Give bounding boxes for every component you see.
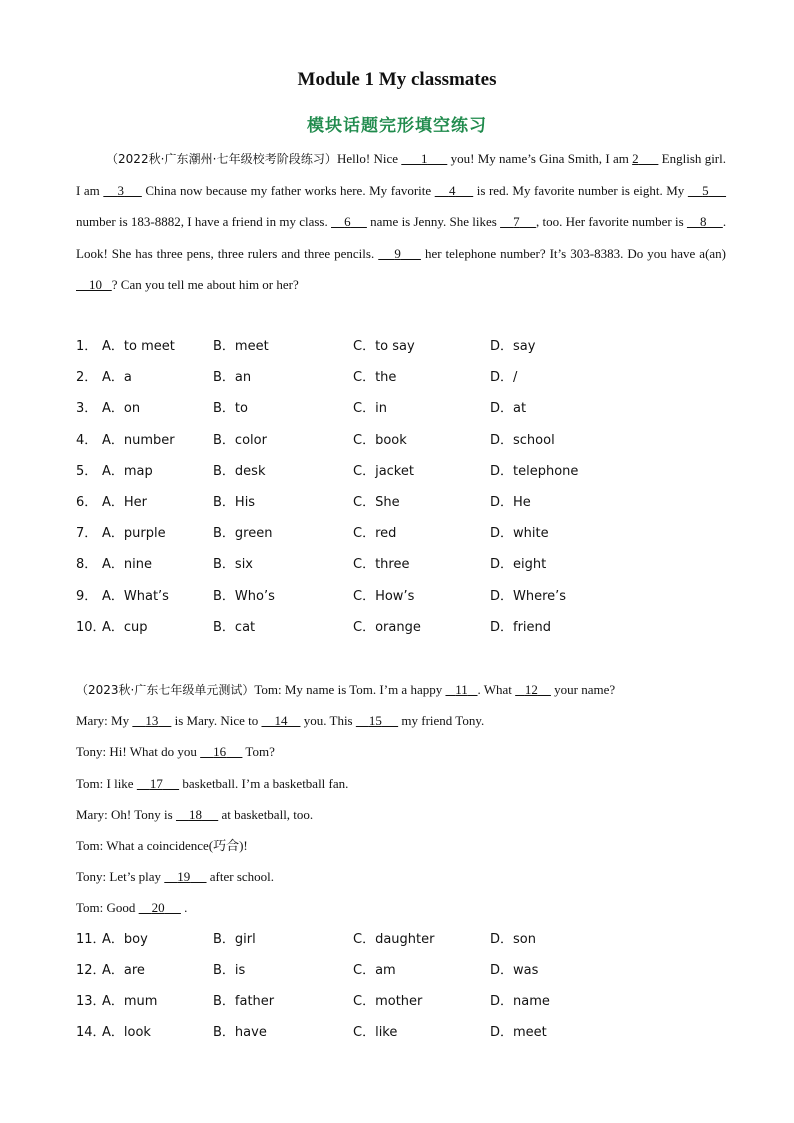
option-c: C．orange — [353, 620, 421, 635]
dialogue-line: Tony: Let’s play 19 after school. — [76, 869, 275, 885]
option-a: A．nine — [102, 557, 152, 572]
passage-1 — [76, 143, 726, 300]
question-row — [76, 393, 726, 424]
option-c: C．She — [353, 495, 400, 510]
option-a: A．mum — [102, 994, 158, 1009]
page-subtitle: 模块话题完形填空练习 — [307, 116, 487, 136]
blank-16: 16 — [213, 744, 227, 760]
option-b: B．have — [213, 1025, 267, 1040]
option-a: A．boy — [102, 932, 148, 947]
blank-18: 18 — [188, 806, 202, 822]
option-b: B．green — [213, 526, 273, 541]
option-b: B．His — [213, 495, 256, 510]
blank-19: 19 — [177, 869, 191, 885]
option-b: B．desk — [213, 464, 266, 479]
question-number: 8． — [76, 557, 98, 572]
option-a: A．look — [102, 1025, 151, 1040]
blank-6: 6 — [344, 214, 351, 230]
option-a: A．are — [102, 963, 145, 978]
option-c: C．How’s — [353, 589, 415, 604]
passage-text: is red. My favorite number is eight. My — [473, 183, 688, 199]
dialogue-line: Mary: My 13 is Mary. Nice to 14 you. This 15 my friend Tony. — [76, 713, 485, 729]
question-number: 14． — [76, 1025, 106, 1040]
question-row — [76, 518, 726, 549]
dialogue-line: Mary: Oh! Tony is 18 at basketball, too. — [76, 806, 314, 822]
blank-9: 9 — [394, 245, 401, 261]
option-d: D．son — [490, 932, 536, 947]
passage-2 — [76, 674, 726, 924]
blank-11: 11 — [455, 682, 468, 697]
option-c: C．daughter — [353, 932, 435, 947]
option-d: D．was — [490, 963, 539, 978]
option-c: C．jacket — [353, 464, 414, 479]
blank-5: 5 — [702, 183, 709, 199]
blank-3: 3 — [117, 183, 125, 199]
question-number: 7． — [76, 526, 98, 541]
option-a: A．to meet — [102, 339, 175, 354]
option-a: A．on — [102, 401, 141, 416]
option-a: A．number — [102, 433, 175, 448]
question-number: 13． — [76, 994, 106, 1009]
blank-13: 13 — [145, 713, 159, 729]
blank-15: 15 — [368, 713, 382, 729]
option-b: B．cat — [213, 620, 256, 635]
passage-2-source: （2023秋·广东七年级单元测试） — [76, 683, 255, 697]
option-c: C．mother — [353, 994, 423, 1009]
question-row — [76, 924, 726, 955]
blank-20: 20 — [151, 900, 165, 916]
blank-4: 4 — [448, 183, 456, 199]
option-d: D．white — [490, 526, 549, 541]
option-c: C．red — [353, 526, 397, 541]
dialogue-line: Tom: Good 20 . — [76, 900, 188, 916]
passage-text: . Look! She has three pens, three rulers and three pencils. — [76, 214, 727, 261]
option-d: D．telephone — [490, 464, 579, 479]
dialogue-line: Tony: Hi! What do you 16 Tom? — [76, 744, 275, 760]
question-number: 10． — [76, 620, 106, 635]
blank-1: 1 — [421, 151, 428, 166]
passage-text: you! My name’s Gina Smith, I am — [447, 151, 633, 166]
blank-7: 7 — [513, 214, 520, 230]
option-b: B．father — [213, 994, 275, 1009]
option-b: B．Who’s — [213, 589, 275, 604]
option-d: D．Where’s — [490, 589, 567, 604]
question-number: 1． — [76, 339, 98, 354]
option-a: A．cup — [102, 620, 148, 635]
blank-10: 10 — [89, 276, 102, 292]
option-c: C．the — [353, 370, 397, 385]
passage-text: name is Jenny. She likes — [366, 214, 501, 230]
question-row — [76, 456, 726, 487]
dialogue-line: Tom: I like 17 basketball. I’m a basketball fan. — [76, 775, 349, 791]
question-number: 2． — [76, 370, 98, 385]
question-row — [76, 487, 726, 518]
question-number: 11． — [76, 932, 106, 947]
question-number: 12． — [76, 963, 106, 978]
passage-text: ? Can you tell me about him or her? — [111, 276, 299, 292]
option-d: D．He — [490, 495, 531, 510]
blank-8: 8 — [700, 214, 707, 230]
passage-1-source: （2022秋·广东潮州·七年级校考阶段练习） — [106, 152, 337, 166]
option-c: C．book — [353, 433, 407, 448]
option-a: A．What’s — [102, 589, 169, 604]
question-number: 4． — [76, 433, 98, 448]
dialogue-line: （2023秋·广东七年级单元测试）Tom: My name is Tom. I’m a happy 11 . What 12 your name? — [76, 682, 616, 697]
question-row — [76, 549, 726, 580]
option-d: D．at — [490, 401, 527, 416]
option-d: D．/ — [490, 370, 518, 385]
blank-14: 14 — [274, 713, 288, 729]
question-row — [76, 986, 726, 1017]
option-d: D．name — [490, 994, 550, 1009]
passage-text: Hello! Nice — [336, 151, 402, 166]
option-b: B．is — [213, 963, 246, 978]
option-d: D．friend — [490, 620, 552, 635]
passage-text: English girl. I am — [76, 151, 726, 199]
option-b: B．girl — [213, 932, 256, 947]
option-c: C．three — [353, 557, 410, 572]
blank-2: 2 — [632, 151, 639, 166]
blank-17: 17 — [149, 775, 163, 791]
option-c: C．like — [353, 1025, 398, 1040]
question-row — [76, 362, 726, 393]
option-b: B．an — [213, 370, 252, 385]
blank-12: 12 — [524, 682, 538, 697]
option-b: B．color — [213, 433, 267, 448]
option-a: A．a — [102, 370, 132, 385]
question-row — [76, 581, 726, 612]
option-b: B．to — [213, 401, 248, 416]
passage-text: her telephone number? It’s 303-8383. Do you have a(an) — [420, 245, 727, 261]
option-d: D．school — [490, 433, 555, 448]
option-d: D．say — [490, 339, 536, 354]
option-b: B．six — [213, 557, 253, 572]
option-d: D．meet — [490, 1025, 547, 1040]
question-row — [76, 1017, 726, 1048]
option-c: C．in — [353, 401, 387, 416]
question-number: 9． — [76, 589, 98, 604]
question-row — [76, 955, 726, 986]
option-b: B．meet — [213, 339, 269, 354]
option-a: A．map — [102, 464, 153, 479]
passage-text: number is 183-8882, I have a friend in my class. — [76, 214, 332, 230]
question-number: 5． — [76, 464, 98, 479]
passage-text: China now because my father works here. My favorite — [141, 183, 435, 199]
question-number: 3． — [76, 401, 98, 416]
question-row — [76, 612, 726, 643]
option-a: A．Her — [102, 495, 148, 510]
question-row — [76, 425, 726, 456]
dialogue-line: Tom: What a coincidence(巧合)! — [76, 837, 248, 853]
option-c: C．am — [353, 963, 396, 978]
passage-text: , too. Her favorite number is — [535, 214, 687, 230]
option-c: C．to say — [353, 339, 415, 354]
option-d: D．eight — [490, 557, 547, 572]
option-a: A．purple — [102, 526, 166, 541]
page-title: Module 1 My classmates — [297, 69, 497, 90]
question-number: 6． — [76, 495, 98, 510]
question-row — [76, 331, 726, 362]
